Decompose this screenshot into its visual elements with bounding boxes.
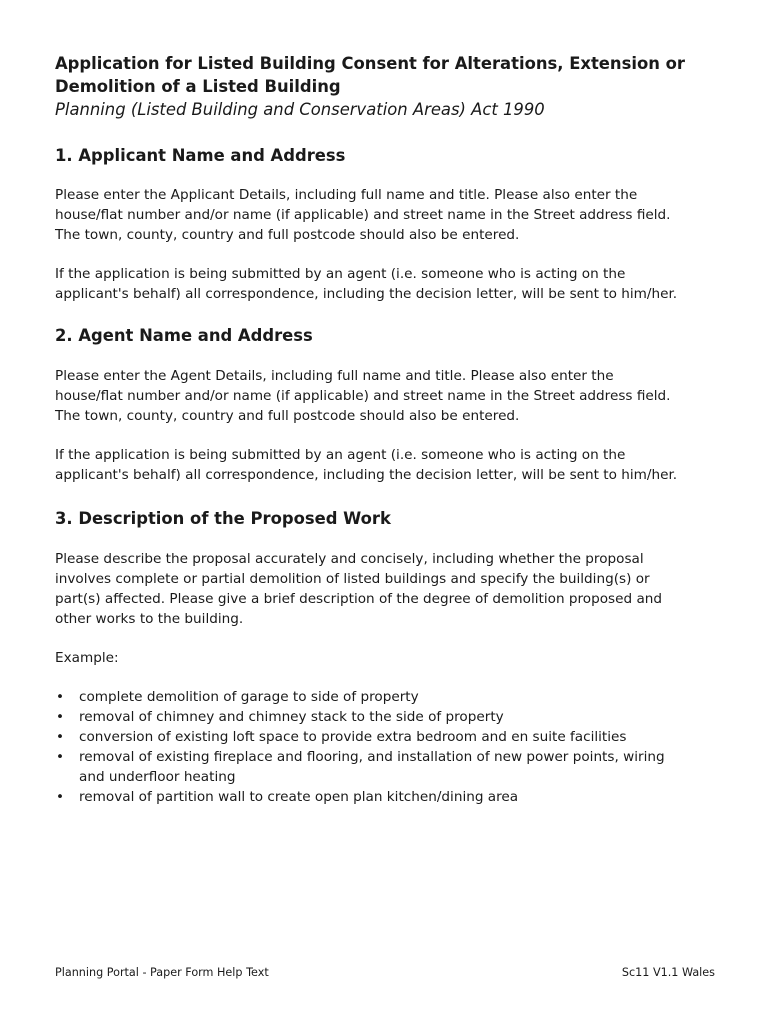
paragraph bbox=[55, 445, 725, 485]
document-title-line: Demolition of a Listed Building bbox=[55, 77, 341, 96]
bullet-icon: • bbox=[55, 789, 65, 805]
list-item-text: conversion of existing loft space to provide extra bedroom and en suite facilities bbox=[79, 729, 627, 745]
bullet-icon: • bbox=[55, 709, 65, 725]
document-title bbox=[55, 52, 725, 98]
text-line: house/flat number and/or name (if applicable) and street name in the Street address field. bbox=[55, 207, 671, 223]
text-line: house/flat number and/or name (if applicable) and street name in the Street address field. bbox=[55, 388, 671, 404]
footer-version: Sc11 V1.1 Wales bbox=[621, 966, 715, 979]
list-item bbox=[55, 747, 725, 787]
paragraph bbox=[55, 366, 725, 426]
text-line: applicant's behalf) all correspondence, including the decision letter, will be sent to him/her. bbox=[55, 467, 678, 483]
example-label: Example: bbox=[55, 650, 119, 666]
list-item bbox=[55, 687, 725, 707]
text-line: The town, county, country and full postcode should also be entered. bbox=[55, 227, 520, 243]
list-item-text: removal of existing fireplace and flooring, and installation of new power points, wiring bbox=[79, 749, 665, 765]
footer-left-text: Planning Portal - Paper Form Help Text bbox=[55, 966, 269, 979]
list-item-text: removal of partition wall to create open plan kitchen/dining area bbox=[79, 789, 519, 805]
section-heading-applicant: 1. Applicant Name and Address bbox=[55, 146, 346, 165]
example-list bbox=[55, 687, 725, 807]
list-item-text: removal of chimney and chimney stack to the side of property bbox=[79, 709, 504, 725]
text-line: The town, county, country and full postcode should also be entered. bbox=[55, 408, 520, 424]
text-line: If the application is being submitted by an agent (i.e. someone who is acting on the bbox=[55, 447, 626, 463]
text-line: Please enter the Applicant Details, including full name and title. Please also enter the bbox=[55, 187, 638, 203]
paragraph bbox=[55, 185, 725, 245]
text-line: applicant's behalf) all correspondence, including the decision letter, will be sent to him/her. bbox=[55, 286, 678, 302]
bullet-icon: • bbox=[55, 749, 65, 765]
list-item bbox=[55, 727, 725, 747]
section-heading-description: 3. Description of the Proposed Work bbox=[55, 509, 391, 528]
paragraph bbox=[55, 264, 725, 304]
text-line: If the application is being submitted by an agent (i.e. someone who is acting on the bbox=[55, 266, 626, 282]
text-line: other works to the building. bbox=[55, 611, 244, 627]
text-line: involves complete or partial demolition of listed buildings and specify the building(s) or bbox=[55, 571, 650, 587]
list-item bbox=[55, 787, 725, 807]
document-subtitle: Planning (Listed Building and Conservation Areas) Act 1990 bbox=[55, 100, 545, 119]
text-line: part(s) affected. Please give a brief description of the degree of demolition proposed and bbox=[55, 591, 663, 607]
text-line: Please enter the Agent Details, including full name and title. Please also enter the bbox=[55, 368, 614, 384]
document-title-line: Application for Listed Building Consent for Alterations, Extension or bbox=[55, 54, 685, 73]
paragraph bbox=[55, 549, 725, 629]
section-heading-agent: 2. Agent Name and Address bbox=[55, 326, 313, 345]
list-item-text: and underfloor heating bbox=[79, 769, 236, 785]
list-item bbox=[55, 707, 725, 727]
bullet-icon: • bbox=[55, 729, 65, 745]
document-page bbox=[55, 52, 725, 807]
list-item-text: complete demolition of garage to side of property bbox=[79, 689, 419, 705]
text-line: Please describe the proposal accurately and concisely, including whether the proposal bbox=[55, 551, 644, 567]
bullet-icon: • bbox=[55, 689, 65, 705]
